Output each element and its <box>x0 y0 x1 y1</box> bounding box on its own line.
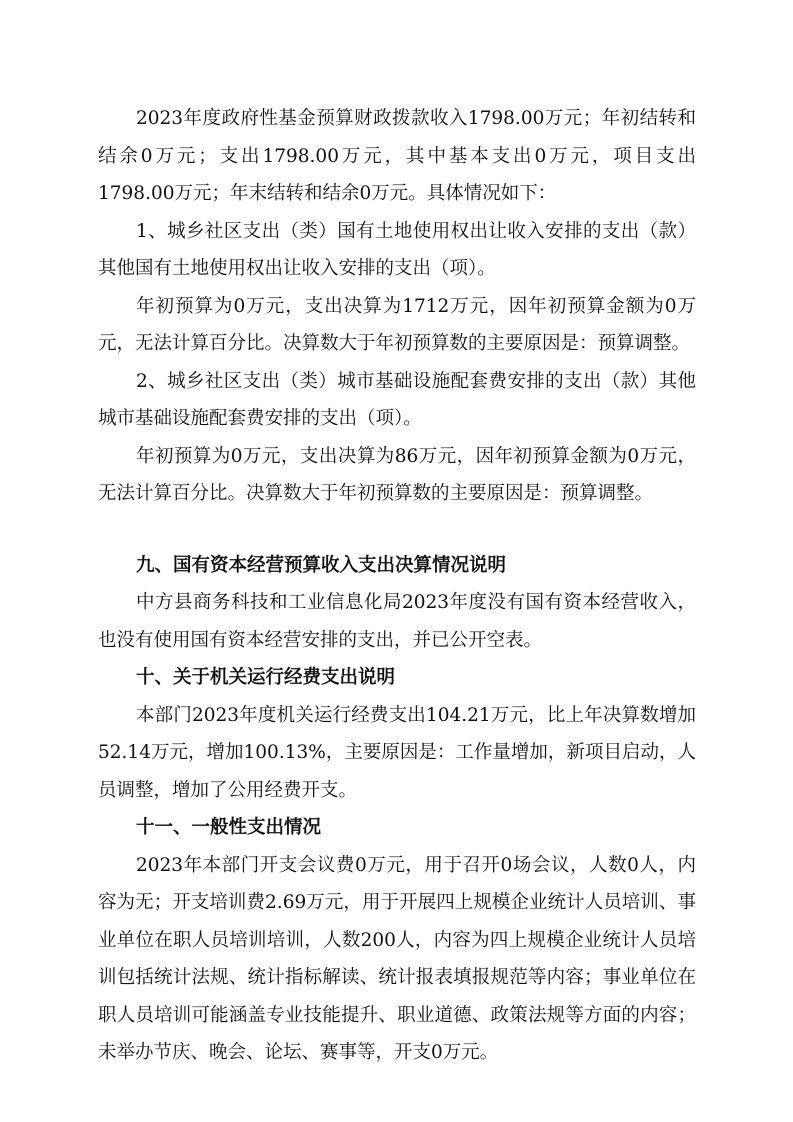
section-10-body: 本部门2023年度机关运行经费支出104.21万元，比上年决算数增加52.14万元，增加100.13%，主要原因是：工作量增加，新项目启动，人员调整，增加了公用经费开支。 <box>98 704 696 801</box>
paragraph-fund-budget-summary: 2023年度政府性基金预算财政拨款收入1798.00万元；年初结转和结余0万元；支出1798.00万元，其中基本支出0万元，项目支出1798.00万元；年末结转和结余0万元。具体情况如下： <box>98 108 696 204</box>
paragraph-item-2-title: 2、城乡社区支出（类）城市基础设施配套费安排的支出（款）其他城市基础设施配套费安排的支出（项）。 <box>98 370 696 429</box>
section-11-body: 2023年本部门开支会议费0万元，用于召开0场会议，人数0人，内容为无；开支培训费2.69万元，用于开展四上规模企业统计人员培训、事业单位在职人员培训培训，人数200人，内容为四上规模企业统计人员培训包括统计法规、统计指标解读、统计报表填报规范等内容；事业单位在职人员培训可能涵盖专业技能提升、职业道德、政策法规等方面的内容；未举办节庆、晚会、论坛、赛事等，开支0万元。 <box>98 854 696 1063</box>
section-9-body: 中方县商务科技和工业信息化局2023年度没有国有资本经营收入，也没有使用国有资本经营安排的支出，并已公开空表。 <box>98 592 696 651</box>
section-spacer <box>98 513 696 547</box>
section-11-heading: 十一、一般性支出情况 <box>136 817 322 838</box>
paragraph-item-2-detail: 年初预算为0万元，支出决算为86万元，因年初预算金额为0万元，无法计算百分比。决算数大于年初预算数的主要原因是：预算调整。 <box>98 445 696 504</box>
document-body <box>98 100 696 1072</box>
paragraph-item-1-title: 1、城乡社区支出（类）国有土地使用权出让收入安排的支出（款）其他国有土地使用权出让收入安排的支出（项）。 <box>98 220 696 279</box>
paragraph-item-1-detail: 年初预算为0万元，支出决算为1712万元，因年初预算金额为0万元，无法计算百分比。决算数大于年初预算数的主要原因是：预算调整。 <box>98 295 696 354</box>
section-9-heading: 九、国有资本经营预算收入支出决算情况说明 <box>136 554 507 576</box>
section-10-heading: 十、关于机关运行经费支出说明 <box>136 667 396 688</box>
